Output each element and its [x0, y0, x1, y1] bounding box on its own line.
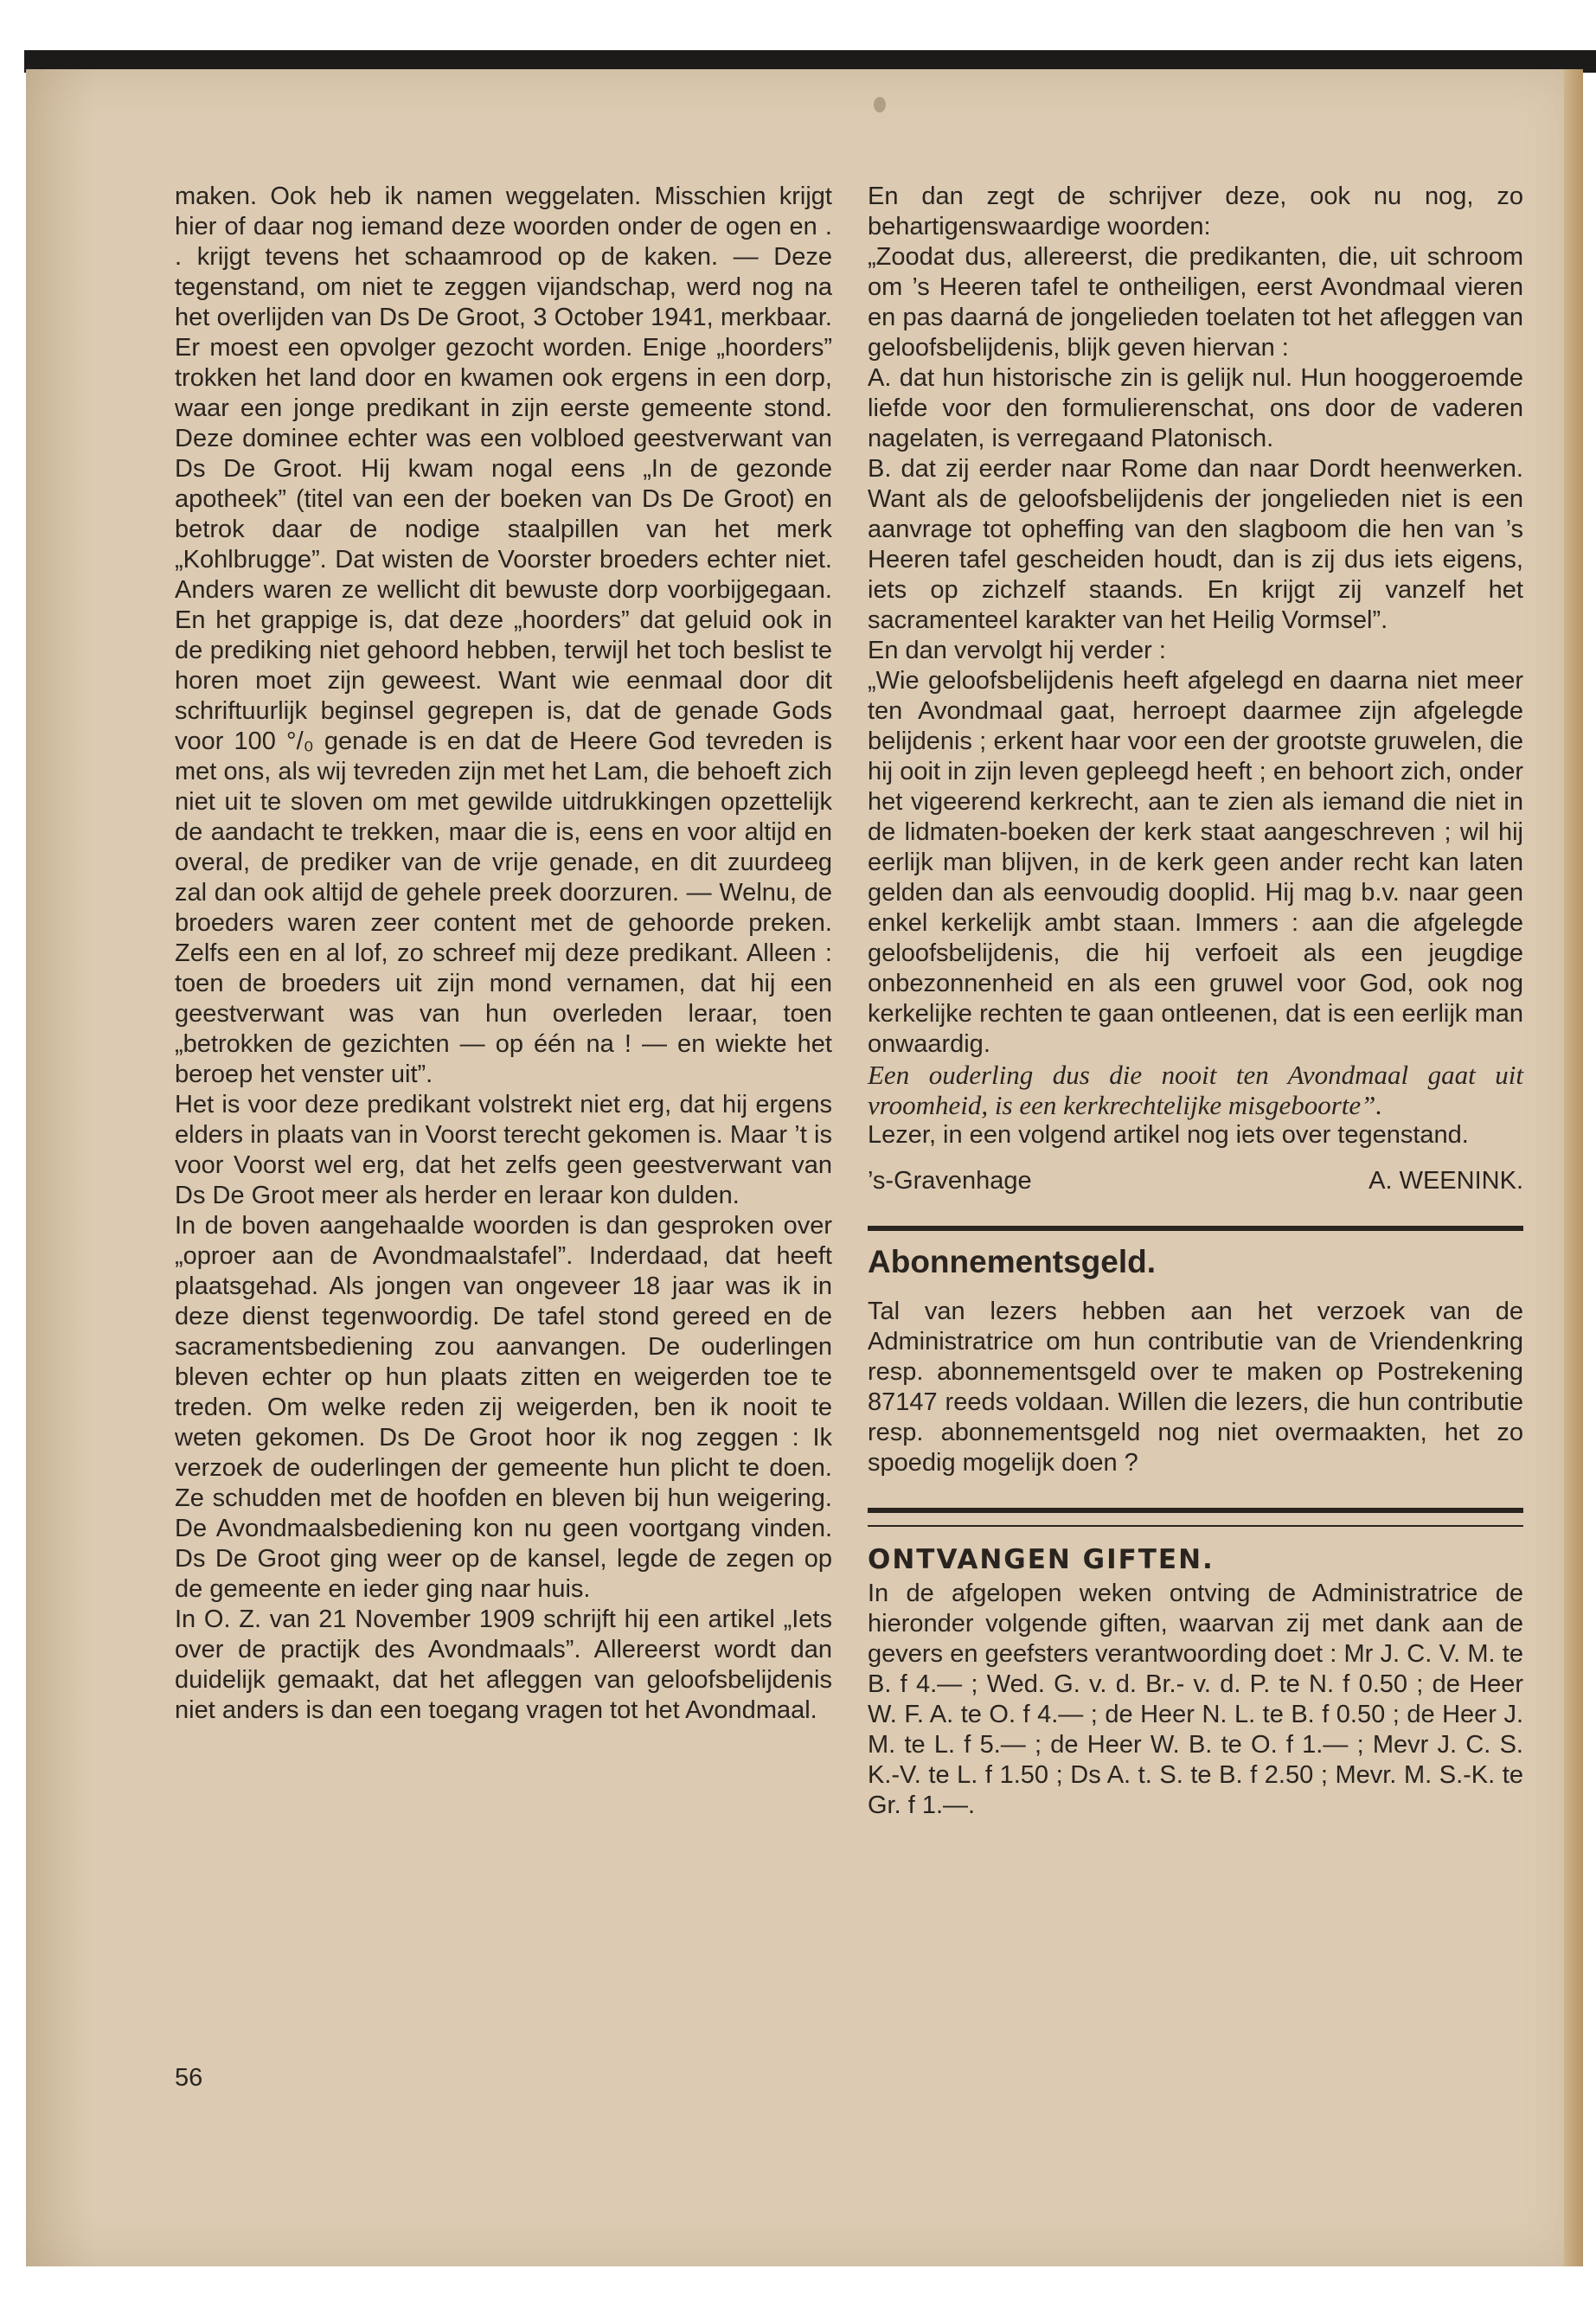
- signature-place: ’s-Gravenhage: [868, 1167, 1032, 1195]
- paragraph: maken. Ook heb ik namen weggelaten. Misschien krijgt hier of daar nog iemand deze woorden onder de ogen en . . krijgt tevens het schaamrood op de kaken. — Deze tegenstand, om niet te zeggen vijandschap, werd nog na het overlijden van Ds De Groot, 3 October 1941, merkbaar. Er moest een opvolger gezocht worden. Enige „hoorders” trokken het land door en kwamen ook ergens in een dorp, waar een jonge predikant in zijn eerste gemeente stond. Deze dominee echter was een volbloed geestverwant van Ds De Groot. Hij kwam nogal eens „In de gezonde apotheek” (titel van een der boeken van Ds De Groot) en betrok daar de nodige staalpillen van het merk „Kohlbrugge”. Dat wisten de Voorster broeders echter niet. Anders waren ze wellicht dit bewuste dorp voorbijgegaan. En het grappige is, dat deze „hoorders” dat geluid ook in de prediking niet gehoord hebben, terwijl het toch beslist te horen moet zijn geweest. Want wie eenmaal door dit schriftuurlijk beginsel gegrepen is, dat de genade Gods voor 100 °/₀ genade is en dat de Heere God tevreden is met ons, als wij tevreden zijn met het Lam, die behoeft zich niet uit te sloven om met gewilde uitdrukkingen opzettelijk de aandacht te trekken, maar die is, eens en voor altijd en overal, de prediker van de vrije genade, en dit zuurdeeg zal dan ook altijd de gehele preek doorzuren. — Welnu, de broeders waren zeer content met de gehoorde preken. Zelfs een en al lof, zo schreef mij deze predikant. Alleen : toen de broeders uit zijn mond vernamen, dat hij een geestverwant was van hun overleden leraar, toen „betrokken de gezichten — op één na ! — en wiekte het beroep het venster uit”.: [175, 183, 832, 1088]
- section-divider: [868, 1226, 1523, 1231]
- paragraph: En dan vervolgt hij verder :: [868, 637, 1166, 664]
- paragraph: In de afgelopen weken ontving de Administratrice de hieronder volgende giften, waarvan zij met dank aan de gevers en geefsters verantwoording doet : Mr J. C. V. M. te B. f 4.— ; Wed. G. v. d. Br.- v. d. P. te N. f 0.50 ; de Heer W. F. A. te O. f 4.— ; de Heer N. L. te B. f 0.50 ; de Heer J. M. te L. f 5.— ; de Heer W. B. te O. f 1.— ; Mevr J. C. S. K.-V. te L. f 1.50 ; Ds A. t. S. te B. f 2.50 ; Mevr. M. S.-K. te Gr. f 1.—.: [868, 1580, 1523, 1819]
- left-column: [175, 182, 832, 1726]
- paragraph: Lezer, in een volgend artikel nog iets over tegenstand.: [868, 1121, 1469, 1149]
- signature-author: A. WEENINK.: [1368, 1167, 1523, 1195]
- paragraph: En dan zegt de schrijver deze, ook nu nog, zo behartigenswaardige woorden:: [868, 183, 1523, 240]
- signature-line: [868, 1166, 1523, 1196]
- paragraph: A. dat hun historische zin is gelijk nul. Hun hooggeroemde liefde voor den formulierenschat, ons door de vaderen nagelaten, is verregaand Platonisch.: [868, 364, 1523, 452]
- section-divider-thin: [868, 1525, 1523, 1527]
- page-binding-shadow: [26, 69, 95, 2266]
- italic-quote: Een ouderling dus die nooit ten Avondmaal gaat uit vroomheid, is een kerkrechtelijke misgeboorte”.: [868, 1060, 1523, 1120]
- paragraph: In de boven aangehaalde woorden is dan gesproken over „oproer aan de Avondmaalstafel”. Inderdaad, dat heeft plaatsgehad. Als jongen van ongeveer 18 jaar was ik in deze dienst tegenwoordig. De tafel stond gereed en de sacramentsbediening zou aanvangen. De ouderlingen bleven echter op hun plaats zitten en weigerden toe te treden. Om welke reden zij weigerden, ben ik nooit te weten gekomen. Ds De Groot hoor ik nog zeggen : Ik verzoek de ouderlingen der gemeente hun plicht te doen. Ze schudden met de hoofden en bleven bij hun weigering. De Avondmaalsbediening kon nu geen voortgang vinden. Ds De Groot ging weer op de kansel, legde de zegen op de gemeente en ieder ging naar huis.: [175, 1212, 832, 1603]
- paragraph: In O. Z. van 21 November 1909 schrijft hij een artikel „Iets over de practijk des Avondmaals”. Allereerst wordt dan duidelijk gemaakt, dat het afleggen van geloofsbelijdenis niet anders is dan een toegang vragen tot het Avondmaal.: [175, 1606, 832, 1724]
- paragraph: „Zoodat dus, allereerst, die predikanten, die, uit schroom om ’s Heeren tafel te ontheiligen, eerst Avondmaal vieren en pas daarná de jongelieden toelaten tot het afleggen van geloofsbelijdenis, blijk geven hiervan :: [868, 243, 1523, 362]
- page-right-edge: [1564, 69, 1583, 2266]
- page-number: 56: [175, 2064, 203, 2092]
- paragraph: Het is voor deze predikant volstrekt niet erg, dat hij ergens elders in plaats van in Voorst terecht gekomen is. Maar ’t is voor Voorst wel erg, dat het zelfs geen geestverwant van Ds De Groot meer als herder en leraar kon dulden.: [175, 1091, 832, 1209]
- right-column: [868, 182, 1523, 1821]
- section-heading: Abonnementsgeld.: [868, 1244, 1157, 1279]
- section-divider: [868, 1508, 1523, 1513]
- paragraph: Tal van lezers hebben aan het verzoek van de Administratrice om hun contributie van de Vriendenkring resp. abonnementsgeld over te maken op Postrekening 87147 reeds voldaan. Willen die lezers, die hun contributie resp. abonnementsgeld nog niet overmaakten, het zo spoedig mogelijk doen ?: [868, 1298, 1523, 1477]
- section-heading: ONTVANGEN GIFTEN.: [868, 1544, 1215, 1575]
- ink-spot: [874, 97, 886, 112]
- paragraph: „Wie geloofsbelijdenis heeft afgelegd en daarna niet meer ten Avondmaal gaat, herroept daarmee zijn afgelegde belijdenis ; erkent haar voor een der grootste gruwelen, die hij ooit in zijn leven gepleegd heeft ; en behoort zich, onder het vigeerend kerkrecht, aan te zien als iemand die niet in de lidmaten-boeken der kerk staat aangeschreven ; wil hij eerlijk man blijven, in de kerk geen ander recht kan laten gelden dan als eenvoudig dooplid. Hij mag b.v. naar geen enkel kerkelijk ambt staan. Immers : aan die afgelegde geloofsbelijdenis, die hij verfoeit als een jeugdige onbezonnenheid en als een gruwel voor God, ook nog kerkelijke rechten te gaan ontleenen, dat is een eerlijk man onwaardig.: [868, 667, 1523, 1058]
- paragraph: B. dat zij eerder naar Rome dan naar Dordt heenwerken. Want als de geloofsbelijdenis der jongelieden niet is een aanvrage tot opheffing van den slagboom die hen van ’s Heeren tafel gescheiden houdt, dan is zij dus iets eigens, iets op zichzelf staands. En krijgt zij vanzelf het sacramenteel karakter van het Heilig Vormsel”.: [868, 455, 1523, 634]
